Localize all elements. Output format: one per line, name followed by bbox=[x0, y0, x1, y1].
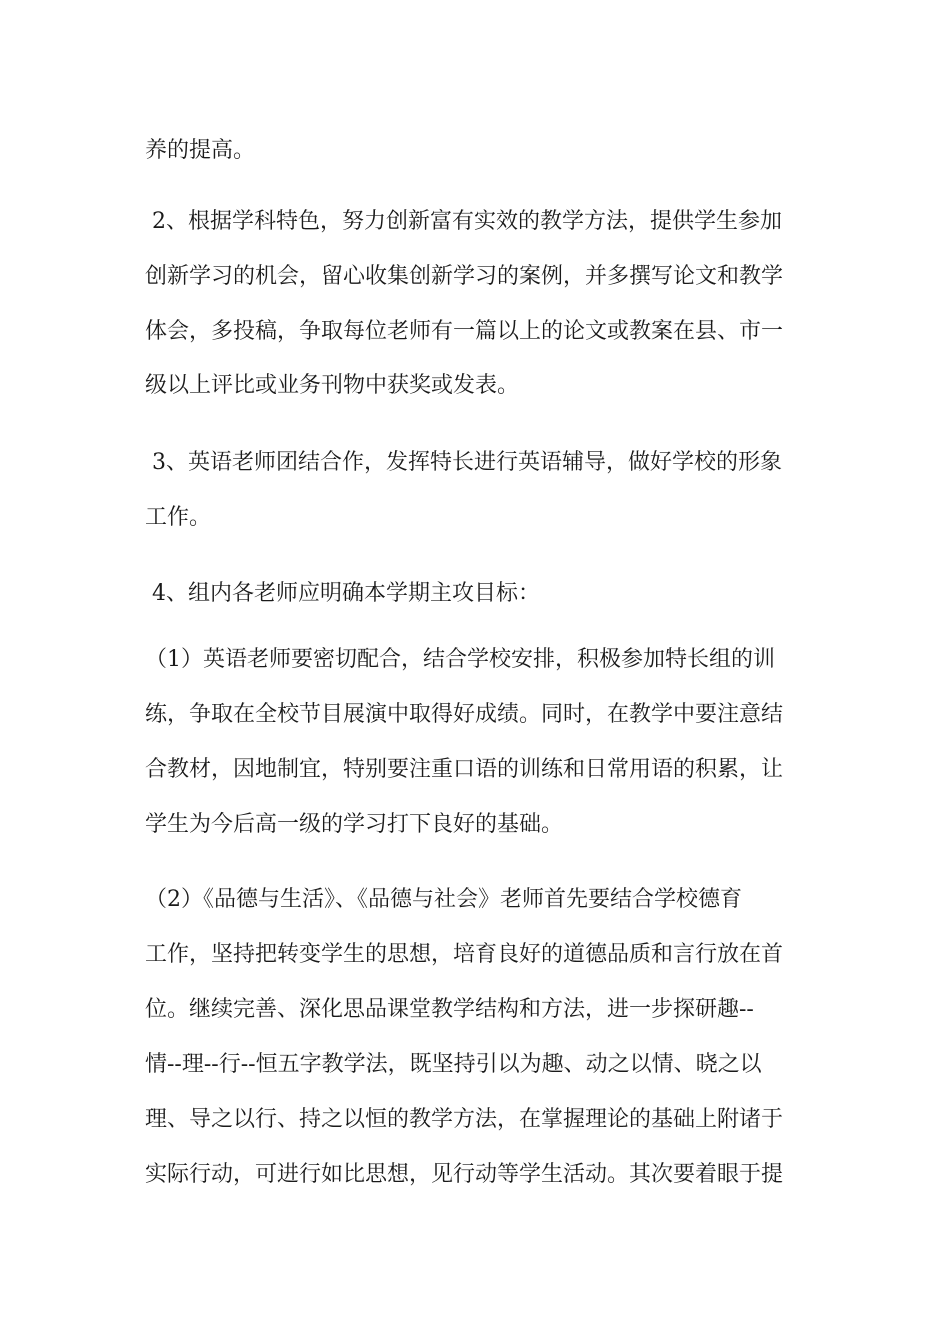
text-line: 理、导之以行、持之以恒的教学方法，在掌握理论的基础上附诸于 bbox=[145, 1107, 784, 1132]
text-line: 练，争取在全校节目展演中取得好成绩。同时，在教学中要注意结 bbox=[145, 702, 784, 727]
text-line: 情--理--行--恒五字教学法，既坚持引以为趣、动之以情、晓之以 bbox=[145, 1052, 762, 1077]
text-line: 2、根据学科特色，努力创新富有实效的教学方法，提供学生参加 bbox=[145, 209, 782, 234]
text-line: （2）《品德与生活》、《品德与社会》老师首先要结合学校德育 bbox=[145, 887, 742, 912]
text-line: 工作，坚持把转变学生的思想，培育良好的道德品质和言行放在首 bbox=[145, 942, 784, 967]
text-line: 4、组内各老师应明确本学期主攻目标： bbox=[145, 581, 540, 606]
text-line: 级以上评比或业务刊物中获奖或发表。 bbox=[145, 373, 520, 398]
text-line: 创新学习的机会，留心收集创新学习的案例，并多撰写论文和教学 bbox=[145, 264, 784, 289]
text-line: （1）英语老师要密切配合，结合学校安排，积极参加特长组的训 bbox=[145, 647, 775, 672]
text-line: 合教材，因地制宜，特别要注重口语的训练和日常用语的积累，让 bbox=[145, 757, 784, 782]
text-line: 位。继续完善、深化思品课堂教学结构和方法，进一步探研趣-- bbox=[145, 997, 754, 1022]
text-line: 体会，多投稿，争取每位老师有一篇以上的论文或教案在县、市一 bbox=[145, 319, 784, 344]
text-line: 实际行动，可进行如比思想，见行动等学生活动。其次要着眼于提 bbox=[145, 1162, 784, 1187]
text-line: 工作。 bbox=[145, 505, 212, 530]
text-line: 学生为今后高一级的学习打下良好的基础。 bbox=[145, 812, 564, 837]
text-line: 3、英语老师团结合作，发挥特长进行英语辅导，做好学校的形象 bbox=[145, 450, 782, 475]
text-line: 养的提高。 bbox=[145, 138, 256, 163]
